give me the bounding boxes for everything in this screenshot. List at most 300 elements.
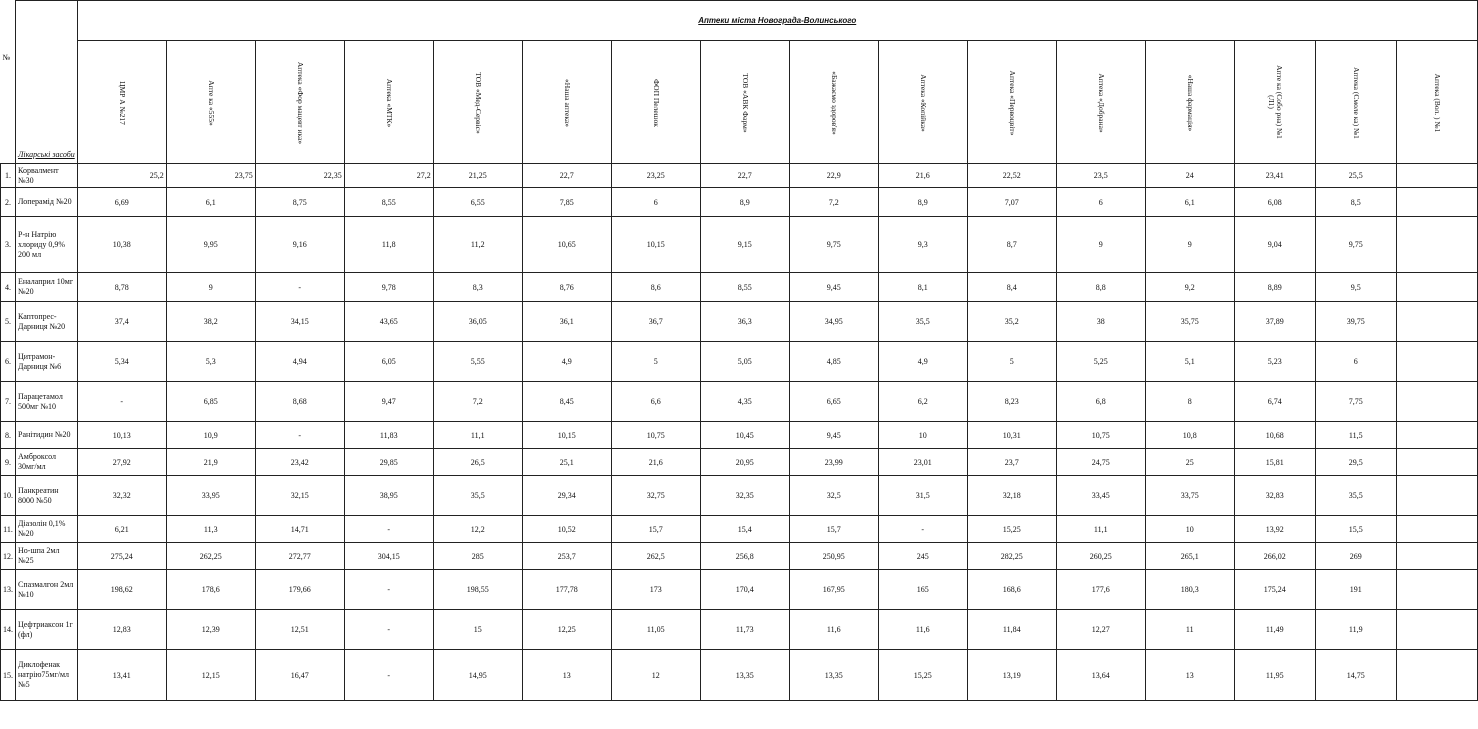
- price-cell: 26,5: [433, 449, 522, 476]
- pharmacy-name: «Наша фармація»: [1185, 74, 1195, 131]
- price-cell: 6,2: [878, 382, 967, 422]
- price-cell: 34,15: [255, 302, 344, 342]
- price-cell: 168,6: [967, 570, 1056, 610]
- price-cell: 4,85: [789, 342, 878, 382]
- price-cell: 5,55: [433, 342, 522, 382]
- pharmacy-name: Апте ка (Собо рна) №1 (Л1): [1266, 65, 1284, 139]
- price-cell: 6,55: [433, 188, 522, 217]
- price-cell: 198,62: [77, 570, 166, 610]
- price-cell: 23,41: [1234, 164, 1315, 188]
- pharmacy-header-7: [611, 41, 700, 164]
- price-cell: 32,15: [255, 476, 344, 516]
- price-cell: 25,2: [77, 164, 166, 188]
- table-row: [1, 302, 1478, 342]
- pharmacy-name: ТОВ «АВК Фарм»: [740, 72, 750, 133]
- price-cell: 5,23: [1234, 342, 1315, 382]
- pharmacy-name: «Наша аптека»: [562, 78, 572, 127]
- price-cell: 6,69: [77, 188, 166, 217]
- price-cell: 12,39: [166, 610, 255, 650]
- pharmacy-name: Аптека (Смоле ка) №1: [1351, 66, 1361, 139]
- price-cell: 32,75: [611, 476, 700, 516]
- table-title: Аптеки міста Новограда-Волинського: [77, 1, 1477, 41]
- price-cell: 15,25: [967, 516, 1056, 543]
- price-cell: 10,13: [77, 422, 166, 449]
- price-cell: 13,35: [700, 650, 789, 701]
- price-cell: 29,85: [344, 449, 433, 476]
- price-cell: 38,95: [344, 476, 433, 516]
- pharmacy-header-15: [1315, 41, 1396, 164]
- price-cell: 198,55: [433, 570, 522, 610]
- price-cell: 36,3: [700, 302, 789, 342]
- pharmacy-name: «Бажаємо здоров'я»: [829, 70, 839, 135]
- drug-name: Амброксол 30мг/мл: [16, 449, 78, 476]
- price-cell: 15: [433, 610, 522, 650]
- pharmacy-name: Аптека «Добрана»: [1096, 72, 1106, 133]
- price-cell: 9,75: [1315, 217, 1396, 273]
- price-cell: 11,5: [1315, 422, 1396, 449]
- price-cell: 5,05: [700, 342, 789, 382]
- price-cell: 8,1: [878, 273, 967, 302]
- table-row: [1, 543, 1478, 570]
- price-cell: [1396, 570, 1477, 610]
- table-row: [1, 422, 1478, 449]
- price-cell: 10,75: [1056, 422, 1145, 449]
- price-cell: 15,81: [1234, 449, 1315, 476]
- price-cell: 170,4: [700, 570, 789, 610]
- price-cell: 23,5: [1056, 164, 1145, 188]
- price-cell: 6,74: [1234, 382, 1315, 422]
- drug-name: Панкреатин 8000 №50: [16, 476, 78, 516]
- price-cell: 6,6: [611, 382, 700, 422]
- price-cell: 15,7: [789, 516, 878, 543]
- price-cell: 33,75: [1145, 476, 1234, 516]
- price-cell: 29,5: [1315, 449, 1396, 476]
- price-cell: 11,1: [1056, 516, 1145, 543]
- price-cell: 23,25: [611, 164, 700, 188]
- price-cell: 29,34: [522, 476, 611, 516]
- row-number: 13.: [1, 570, 16, 610]
- price-cell: 8,55: [700, 273, 789, 302]
- price-cell: 11,73: [700, 610, 789, 650]
- price-cell: 10,9: [166, 422, 255, 449]
- pharmacy-header-1: [77, 41, 166, 164]
- price-cell: 9,47: [344, 382, 433, 422]
- price-cell: 13: [522, 650, 611, 701]
- price-cell: -: [255, 273, 344, 302]
- row-number: 5.: [1, 302, 16, 342]
- price-cell: 11,83: [344, 422, 433, 449]
- price-cell: 37,4: [77, 302, 166, 342]
- drug-name: Р-н Натрію хлориду 0,9% 200 мл: [16, 217, 78, 273]
- price-cell: 8,7: [967, 217, 1056, 273]
- price-cell: 9,78: [344, 273, 433, 302]
- price-cell: 8,4: [967, 273, 1056, 302]
- price-cell: [1396, 610, 1477, 650]
- price-cell: 8: [1145, 382, 1234, 422]
- price-cell: 9,95: [166, 217, 255, 273]
- price-cell: 32,83: [1234, 476, 1315, 516]
- table-row: [1, 164, 1478, 188]
- price-cell: 36,7: [611, 302, 700, 342]
- price-cell: 12,25: [522, 610, 611, 650]
- price-cell: 10,75: [611, 422, 700, 449]
- price-cell: 6,8: [1056, 382, 1145, 422]
- row-number: 8.: [1, 422, 16, 449]
- price-cell: [1396, 543, 1477, 570]
- price-cell: 180,3: [1145, 570, 1234, 610]
- price-cell: 8,9: [878, 188, 967, 217]
- price-cell: 11,6: [789, 610, 878, 650]
- price-cell: 14,75: [1315, 650, 1396, 701]
- price-cell: -: [77, 382, 166, 422]
- pharmacy-header-10: [878, 41, 967, 164]
- pharmacy-header-11: [967, 41, 1056, 164]
- price-cell: 33,45: [1056, 476, 1145, 516]
- price-cell: 6,65: [789, 382, 878, 422]
- row-number: 2.: [1, 188, 16, 217]
- price-cell: 35,5: [433, 476, 522, 516]
- price-cell: 7,07: [967, 188, 1056, 217]
- row-number: 15.: [1, 650, 16, 701]
- price-cell: 9,3: [878, 217, 967, 273]
- price-cell: 7,75: [1315, 382, 1396, 422]
- pharmacy-header-2: [166, 41, 255, 164]
- price-cell: 6: [1056, 188, 1145, 217]
- price-cell: 12,51: [255, 610, 344, 650]
- price-cell: 9,45: [789, 422, 878, 449]
- price-cell: 9: [1056, 217, 1145, 273]
- price-cell: 25: [1145, 449, 1234, 476]
- drug-name: Диклофенак натрію75мг/мл №5: [16, 650, 78, 701]
- price-cell: 245: [878, 543, 967, 570]
- pharmacy-header-5: [433, 41, 522, 164]
- row-number: 4.: [1, 273, 16, 302]
- table-row: [1, 273, 1478, 302]
- price-cell: 14,71: [255, 516, 344, 543]
- price-cell: 253,7: [522, 543, 611, 570]
- price-cell: 11,05: [611, 610, 700, 650]
- price-cell: 32,35: [700, 476, 789, 516]
- price-cell: 5,3: [166, 342, 255, 382]
- price-cell: 4,9: [878, 342, 967, 382]
- table-row: [1, 516, 1478, 543]
- price-cell: 304,15: [344, 543, 433, 570]
- price-cell: 10,68: [1234, 422, 1315, 449]
- price-cell: 10,15: [611, 217, 700, 273]
- price-cell: 34,95: [789, 302, 878, 342]
- price-cell: 8,76: [522, 273, 611, 302]
- pharmacy-name: Апте ка «555»: [206, 79, 216, 126]
- price-cell: 21,6: [878, 164, 967, 188]
- price-cell: 4,35: [700, 382, 789, 422]
- price-cell: 8,68: [255, 382, 344, 422]
- pharmacy-name: Аптека «МТК»: [384, 78, 394, 127]
- table-row: [1, 476, 1478, 516]
- price-cell: 8,78: [77, 273, 166, 302]
- price-cell: 177,78: [522, 570, 611, 610]
- price-cell: 7,2: [433, 382, 522, 422]
- price-cell: 37,89: [1234, 302, 1315, 342]
- row-number: 11.: [1, 516, 16, 543]
- row-number: 1.: [1, 164, 16, 188]
- price-cell: 5: [611, 342, 700, 382]
- price-cell: [1396, 516, 1477, 543]
- price-cell: 10,31: [967, 422, 1056, 449]
- drug-name: Спазмалгон 2мл №10: [16, 570, 78, 610]
- price-cell: 5,34: [77, 342, 166, 382]
- pharmacy-name: ТОВ «Мед-Сервіс»: [473, 71, 483, 134]
- price-cell: 8,75: [255, 188, 344, 217]
- price-cell: 260,25: [1056, 543, 1145, 570]
- pharmacy-header-13: [1145, 41, 1234, 164]
- price-cell: 9,16: [255, 217, 344, 273]
- price-cell: 11,95: [1234, 650, 1315, 701]
- price-cell: 282,25: [967, 543, 1056, 570]
- price-cell: 275,24: [77, 543, 166, 570]
- price-cell: 6,85: [166, 382, 255, 422]
- price-cell: 20,95: [700, 449, 789, 476]
- price-cell: 262,5: [611, 543, 700, 570]
- row-number: 14.: [1, 610, 16, 650]
- drug-name: Цитрамон-Дарниця №6: [16, 342, 78, 382]
- price-cell: 5,25: [1056, 342, 1145, 382]
- price-cell: 38,2: [166, 302, 255, 342]
- price-cell: 266,02: [1234, 543, 1315, 570]
- price-cell: [1396, 164, 1477, 188]
- price-cell: 35,5: [1315, 476, 1396, 516]
- price-cell: 35,5: [878, 302, 967, 342]
- pharmacy-name: ФОП Пелешок: [651, 78, 661, 127]
- price-cell: 177,6: [1056, 570, 1145, 610]
- price-cell: 165: [878, 570, 967, 610]
- price-cell: -: [344, 570, 433, 610]
- price-cell: 12: [611, 650, 700, 701]
- price-cell: [1396, 188, 1477, 217]
- row-number: 12.: [1, 543, 16, 570]
- drug-name: Но-шпа 2мл №25: [16, 543, 78, 570]
- price-cell: 4,94: [255, 342, 344, 382]
- price-cell: -: [344, 516, 433, 543]
- price-cell: 9,15: [700, 217, 789, 273]
- table-row: [1, 570, 1478, 610]
- price-cell: 12,2: [433, 516, 522, 543]
- price-cell: 6: [611, 188, 700, 217]
- price-cell: 16,47: [255, 650, 344, 701]
- row-number: 3.: [1, 217, 16, 273]
- table-row: [1, 382, 1478, 422]
- price-cell: 9: [1145, 217, 1234, 273]
- table-row: [1, 449, 1478, 476]
- price-cell: 13,35: [789, 650, 878, 701]
- drugs-column-header: Лікарські засоби: [16, 1, 78, 164]
- price-cell: 6,08: [1234, 188, 1315, 217]
- price-cell: 6,1: [1145, 188, 1234, 217]
- price-cell: 7,85: [522, 188, 611, 217]
- row-number: 10.: [1, 476, 16, 516]
- drug-name: Парацетамол 500мг №10: [16, 382, 78, 422]
- pharmacy-name: Аптека «Фор мацевт ика»: [295, 61, 305, 144]
- price-cell: 21,9: [166, 449, 255, 476]
- price-cell: 23,99: [789, 449, 878, 476]
- price-cell: 31,5: [878, 476, 967, 516]
- price-cell: 36,05: [433, 302, 522, 342]
- price-cell: 10,65: [522, 217, 611, 273]
- price-cell: 23,7: [967, 449, 1056, 476]
- price-cell: 13,64: [1056, 650, 1145, 701]
- price-cell: [1396, 217, 1477, 273]
- price-cell: 10,52: [522, 516, 611, 543]
- price-cell: 8,23: [967, 382, 1056, 422]
- price-cell: [1396, 476, 1477, 516]
- price-cell: 6,1: [166, 188, 255, 217]
- price-cell: [1396, 449, 1477, 476]
- price-cell: 6,05: [344, 342, 433, 382]
- price-cell: 21,6: [611, 449, 700, 476]
- pharmacy-name: ЦМР А №217: [117, 80, 127, 125]
- price-cell: 13: [1145, 650, 1234, 701]
- drug-name: Корвалмент №30: [16, 164, 78, 188]
- price-cell: -: [344, 610, 433, 650]
- price-cell: 12,27: [1056, 610, 1145, 650]
- price-cell: [1396, 273, 1477, 302]
- price-cell: 10,15: [522, 422, 611, 449]
- price-cell: 262,25: [166, 543, 255, 570]
- row-number: 7.: [1, 382, 16, 422]
- price-cell: 8,89: [1234, 273, 1315, 302]
- price-cell: 8,9: [700, 188, 789, 217]
- price-cell: 15,4: [700, 516, 789, 543]
- price-cell: 10,45: [700, 422, 789, 449]
- price-cell: 32,5: [789, 476, 878, 516]
- price-cell: 11,9: [1315, 610, 1396, 650]
- price-cell: 9,45: [789, 273, 878, 302]
- pharmacy-header-12: [1056, 41, 1145, 164]
- price-cell: 24,75: [1056, 449, 1145, 476]
- drug-name: Діазолін 0,1% №20: [16, 516, 78, 543]
- price-cell: 15,25: [878, 650, 967, 701]
- price-cell: 5,1: [1145, 342, 1234, 382]
- price-cell: 39,75: [1315, 302, 1396, 342]
- pharmacy-name: Аптека (Вол. ) №1: [1432, 73, 1442, 132]
- price-cell: -: [878, 516, 967, 543]
- price-cell: 33,95: [166, 476, 255, 516]
- price-cell: -: [344, 650, 433, 701]
- price-cell: 36,1: [522, 302, 611, 342]
- price-cell: 9,2: [1145, 273, 1234, 302]
- price-cell: 9,75: [789, 217, 878, 273]
- price-cell: 23,75: [166, 164, 255, 188]
- price-cell: 12,83: [77, 610, 166, 650]
- price-cell: 11,3: [166, 516, 255, 543]
- price-cell: 21,25: [433, 164, 522, 188]
- pharmacy-header-9: [789, 41, 878, 164]
- price-cell: 8,3: [433, 273, 522, 302]
- price-cell: [1396, 650, 1477, 701]
- price-cell: 9,04: [1234, 217, 1315, 273]
- pharmacy-header-3: [255, 41, 344, 164]
- price-cell: -: [255, 422, 344, 449]
- price-cell: 167,95: [789, 570, 878, 610]
- price-cell: 22,52: [967, 164, 1056, 188]
- price-cell: 22,35: [255, 164, 344, 188]
- price-cell: [1396, 302, 1477, 342]
- price-cell: 8,45: [522, 382, 611, 422]
- price-cell: 32,32: [77, 476, 166, 516]
- pharmacy-header-row: [1, 41, 1478, 164]
- price-cell: 9: [166, 273, 255, 302]
- price-cell: [1396, 342, 1477, 382]
- price-cell: 22,7: [700, 164, 789, 188]
- price-cell: 15,5: [1315, 516, 1396, 543]
- table-row: [1, 342, 1478, 382]
- drug-name: Каптопрес-Дарниця №20: [16, 302, 78, 342]
- price-cell: 11: [1145, 610, 1234, 650]
- price-cell: [1396, 382, 1477, 422]
- price-cell: 38: [1056, 302, 1145, 342]
- price-cell: 10,8: [1145, 422, 1234, 449]
- pharmacy-name: Аптека «Копійка»: [918, 73, 928, 132]
- price-cell: 6,21: [77, 516, 166, 543]
- price-cell: [1396, 422, 1477, 449]
- drug-name: Ранітидин №20: [16, 422, 78, 449]
- price-cell: 35,75: [1145, 302, 1234, 342]
- price-cell: 27,2: [344, 164, 433, 188]
- price-cell: 13,19: [967, 650, 1056, 701]
- price-cell: 10: [1145, 516, 1234, 543]
- pharmacy-header-4: [344, 41, 433, 164]
- price-cell: 7,2: [789, 188, 878, 217]
- pharmacy-header-14: [1234, 41, 1315, 164]
- price-cell: 4,9: [522, 342, 611, 382]
- pharmacy-header-6: [522, 41, 611, 164]
- price-cell: 265,1: [1145, 543, 1234, 570]
- price-cell: 15,7: [611, 516, 700, 543]
- pharmacy-header-8: [700, 41, 789, 164]
- table-row: [1, 188, 1478, 217]
- price-cell: 32,18: [967, 476, 1056, 516]
- row-number: 6.: [1, 342, 16, 382]
- price-cell: 8,55: [344, 188, 433, 217]
- price-cell: 11,84: [967, 610, 1056, 650]
- price-cell: 11,6: [878, 610, 967, 650]
- price-cell: 256,8: [700, 543, 789, 570]
- price-cell: 250,95: [789, 543, 878, 570]
- price-cell: 23,42: [255, 449, 344, 476]
- pharmacy-name: Аптека «Первоцвіт»: [1007, 70, 1017, 135]
- price-cell: 175,24: [1234, 570, 1315, 610]
- table-row: [1, 217, 1478, 273]
- price-cell: 27,92: [77, 449, 166, 476]
- price-cell: 191: [1315, 570, 1396, 610]
- price-cell: 13,41: [77, 650, 166, 701]
- price-cell: 11,2: [433, 217, 522, 273]
- price-cell: 12,15: [166, 650, 255, 701]
- price-cell: 11,49: [1234, 610, 1315, 650]
- table-row: [1, 610, 1478, 650]
- price-cell: 23,01: [878, 449, 967, 476]
- price-cell: 285: [433, 543, 522, 570]
- price-cell: 173: [611, 570, 700, 610]
- price-cell: 43,65: [344, 302, 433, 342]
- price-cell: 22,7: [522, 164, 611, 188]
- price-cell: 8,5: [1315, 188, 1396, 217]
- drug-name: Еналаприл 10мг №20: [16, 273, 78, 302]
- drug-name: Лоперамід №20: [16, 188, 78, 217]
- price-cell: 10: [878, 422, 967, 449]
- price-cell: 11,1: [433, 422, 522, 449]
- price-cell: 5: [967, 342, 1056, 382]
- price-cell: 22,9: [789, 164, 878, 188]
